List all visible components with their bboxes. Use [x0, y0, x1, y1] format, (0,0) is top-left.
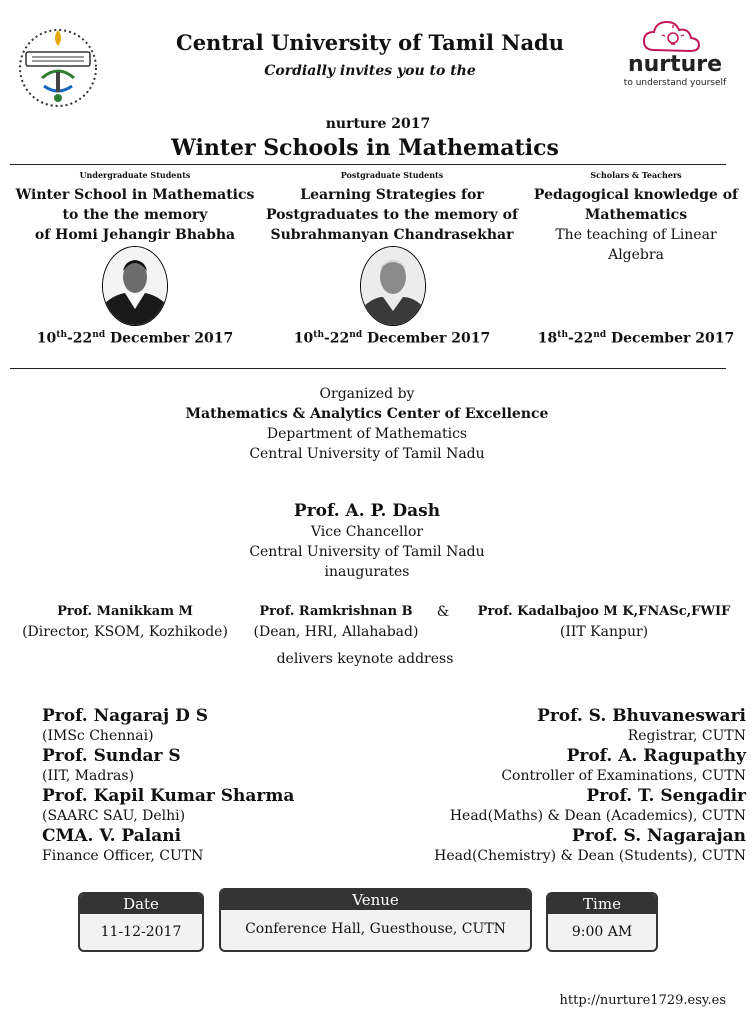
divider-top — [10, 164, 726, 165]
school-title-line: of Homi Jehangir Bhabha — [34, 227, 236, 243]
time-box — [546, 892, 658, 952]
date-label: Date — [80, 894, 202, 914]
guest-name: Prof. S. Bhuvaneswari — [537, 706, 746, 726]
nurture-wordmark: nurture — [627, 52, 723, 77]
school-category: Undergraduate Students — [79, 170, 191, 180]
event-year: nurture 2017 — [325, 116, 431, 132]
school-subtitle: The teaching of Linear Algebra — [555, 227, 717, 263]
school-title-line: Subrahmanyan Chandrasekhar — [270, 227, 514, 243]
guests-left — [42, 706, 294, 866]
chief-guest-name: Prof. A. P. Dash — [293, 501, 441, 521]
guest-name: Prof. Kapil Kumar Sharma — [42, 786, 295, 806]
guest-affiliation: Head(Maths) & Dean (Academics), CUTN — [449, 808, 746, 824]
school-title-line: Pedagogical knowledge of — [533, 187, 739, 203]
chief-guest-role: Vice Chancellor — [310, 524, 424, 540]
time-value: 9:00 AM — [571, 924, 633, 940]
school-undergraduate — [10, 170, 260, 347]
guest-affiliation: Finance Officer, CUTN — [42, 848, 204, 864]
date-box — [78, 892, 204, 952]
guest-name: Prof. Sundar S — [42, 746, 181, 766]
portrait-bhabha — [102, 246, 168, 326]
keynote-note: delivers keynote address — [276, 651, 454, 667]
organizer-center: Mathematics & Analytics Center of Excellence — [185, 406, 549, 422]
organized-by-label: Organized by — [319, 386, 415, 402]
school-dates: 10th-22nd December 2017 — [293, 330, 491, 347]
keynote-speaker — [246, 602, 426, 642]
school-dates: 10th-22nd December 2017 — [36, 330, 234, 347]
school-teachers — [530, 170, 742, 347]
guest-affiliation: (IMSc Chennai) — [42, 728, 154, 744]
nurture-logo — [610, 14, 740, 94]
school-title-line: to the the memory — [62, 207, 208, 223]
invitation-line: Cordially invites you to the — [264, 63, 476, 79]
guest-name: Prof. T. Sengadir — [586, 786, 746, 806]
portrait-chandrasekhar — [360, 246, 426, 326]
school-title-line: Postgraduates to the memory of — [266, 207, 518, 223]
school-dates: 18th-22nd December 2017 — [537, 330, 735, 347]
school-title-line: Winter School in Mathematics — [15, 187, 255, 203]
chief-guest-block — [0, 500, 734, 582]
school-title-line: Mathematics — [584, 207, 688, 223]
guest-name: Prof. Nagaraj D S — [42, 706, 209, 726]
speaker-affiliation: (Director, KSOM, Kozhikode) — [22, 624, 228, 640]
date-value: 11-12-2017 — [100, 924, 182, 940]
venue-box — [219, 888, 532, 952]
guest-name: Prof. A. Ragupathy — [566, 746, 746, 766]
keynote-speaker — [14, 602, 236, 642]
speaker-name: Prof. Kadalbajoo M K,FNASc,FWIF — [477, 604, 731, 619]
event-title: Winter Schools in Mathematics — [171, 135, 559, 161]
guest-affiliation: Controller of Examinations, CUTN — [501, 768, 746, 784]
organizer-university: Central University of Tamil Nadu — [249, 446, 485, 462]
keynote-speaker — [458, 602, 750, 642]
time-label: Time — [548, 894, 656, 914]
footer-url[interactable]: http://nurture1729.esy.es — [559, 993, 726, 1008]
venue-label: Venue — [221, 890, 530, 910]
divider-middle — [10, 368, 726, 369]
guest-name: Prof. S. Nagarajan — [571, 826, 746, 846]
speaker-name: Prof. Manikkam M — [57, 604, 193, 619]
guest-affiliation: Registrar, CUTN — [627, 728, 746, 744]
guest-name: CMA. V. Palani — [42, 826, 182, 846]
university-logo — [16, 26, 100, 110]
school-postgraduate — [264, 170, 520, 347]
organizer-block — [0, 384, 734, 464]
ampersand: & — [436, 604, 450, 620]
speaker-affiliation: (IIT Kanpur) — [559, 624, 649, 640]
speaker-name: Prof. Ramkrishnan B — [259, 604, 413, 619]
chief-guest-action: inaugurates — [324, 564, 410, 580]
nurture-tagline: to understand yourself — [623, 78, 727, 88]
university-title: Central University of Tamil Nadu — [175, 30, 565, 55]
organizer-department: Department of Mathematics — [266, 426, 468, 442]
school-title-line: Learning Strategies for — [300, 187, 484, 203]
guest-affiliation: (SAARC SAU, Delhi) — [42, 808, 186, 824]
guest-affiliation: Head(Chemistry) & Dean (Students), CUTN — [434, 848, 746, 864]
speaker-affiliation: (Dean, HRI, Allahabad) — [253, 624, 419, 640]
guests-right — [434, 706, 746, 866]
venue-value: Conference Hall, Guesthouse, CUTN — [245, 921, 506, 937]
school-category: Scholars & Teachers — [590, 170, 682, 180]
guest-affiliation: (IIT, Madras) — [42, 768, 135, 784]
chief-guest-university: Central University of Tamil Nadu — [249, 544, 485, 560]
school-category: Postgraduate Students — [340, 170, 444, 180]
